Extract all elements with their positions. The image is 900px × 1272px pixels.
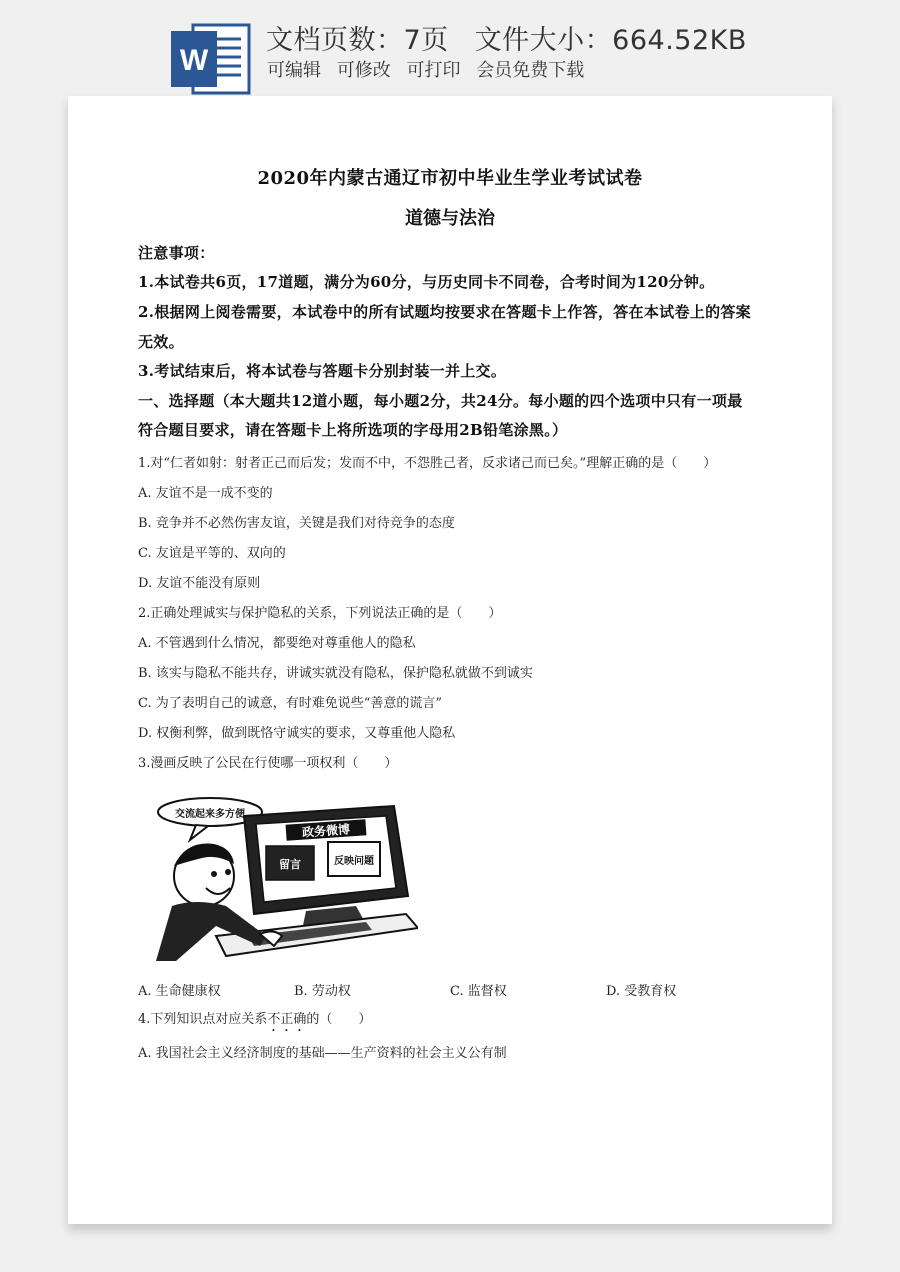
question-2-option-c: C. 为了表明自己的诚意，有时难免说些“善意的谎言” [138, 696, 443, 711]
word-document-icon [171, 21, 251, 95]
question-4-stem-emphasis: 不正确 [267, 1012, 307, 1027]
file-info [266, 18, 747, 57]
notice-heading: 注意事项： [138, 244, 215, 262]
feature-modifiable: 可修改 [336, 60, 391, 81]
question-1-option-b: B. 竞争并不必然伤害友谊，关键是我们对待竞争的态度 [138, 516, 455, 531]
cartoon-screen-title: 政务微博 [301, 822, 351, 840]
question-1-option-c: C. 友谊是平等的、双向的 [138, 546, 286, 561]
question-3-option-d: D. 受教育权 [606, 984, 677, 999]
question-1-option-d: D. 友谊不能没有原则 [138, 576, 261, 591]
cartoon-button-left: 留言 [279, 858, 301, 871]
feature-free-download[interactable]: 会员免费下载 [476, 60, 585, 81]
question-1-stem: 1.对“仁者如射：射者正己而后发；发而不中，不怨胜己者，反求诸己而已矣。”理解正确的是（ ） [138, 456, 717, 471]
feature-list [267, 56, 594, 82]
file-size: 文件大小：664.52KB [474, 25, 747, 56]
notice-item-2-cont: 无效。 [138, 333, 184, 351]
notice-item-2: 2.根据网上阅卷需要，本试卷中的所有试题均按要求在答题卡上作答，答在本试卷上的答案 [138, 303, 751, 321]
question-3-option-b: B. 劳动权 [294, 984, 351, 999]
question-2-option-b: B. 该实与隐私不能共存，讲诚实就没有隐私，保护隐私就做不到诚实 [138, 666, 533, 681]
question-2-option-d: D. 权衡利弊，做到既恪守诚实的要求，又尊重他人隐私 [138, 726, 456, 741]
question-2-option-a: A. 不管遇到什么情况，都要绝对尊重他人的隐私 [138, 636, 416, 651]
question-4-stem [138, 1008, 371, 1035]
exam-subject: 道德与法治 [405, 208, 495, 229]
question-4-stem-pre: 4.下列知识点对应关系 [138, 1012, 268, 1027]
question-3-option-c: C. 监督权 [450, 984, 507, 999]
download-banner [0, 0, 900, 96]
word-icon-letter: W [179, 44, 209, 77]
question-1-option-a: A. 友谊不是一成不变的 [138, 486, 273, 501]
question-3-cartoon [156, 796, 418, 961]
document-page [68, 96, 832, 1224]
question-2-stem: 2.正确处理诚实与保护隐私的关系，下列说法正确的是（ ） [138, 606, 502, 621]
question-3-stem: 3.漫画反映了公民在行使哪一项权利（ ） [138, 756, 398, 771]
section-heading-cont: 符合题目要求，请在答题卡上将所选项的字母用2B铅笔涂黑。） [138, 421, 568, 439]
exam-title: 2020年内蒙古通辽市初中毕业生学业考试试卷 [257, 168, 643, 189]
notice-item-3: 3.考试结束后，将本试卷与答题卡分别封装一并上交。 [138, 362, 507, 380]
question-4-stem-post: 的（ ） [306, 1012, 372, 1027]
feature-editable: 可编辑 [267, 60, 321, 81]
cartoon-speech-text: 交流起来多方便 [175, 809, 245, 820]
notice-item-1: 1.本试卷共6页，17道题，满分为60分，与历史同卡不同卷，合考时间为120分钟。 [138, 273, 715, 291]
section-heading: 一、选择题（本大题共12道小题，每小题2分，共24分。每小题的四个选项中只有一项最 [138, 392, 743, 410]
cartoon-button-right: 反映问题 [334, 856, 374, 867]
question-3-option-a: A. 生命健康权 [138, 984, 221, 999]
question-4-option-a: A. 我国社会主义经济制度的基础——生产资料的社会主义公有制 [138, 1046, 507, 1061]
page-count: 文档页数：7页 [266, 25, 449, 56]
feature-printable: 可打印 [406, 60, 461, 81]
